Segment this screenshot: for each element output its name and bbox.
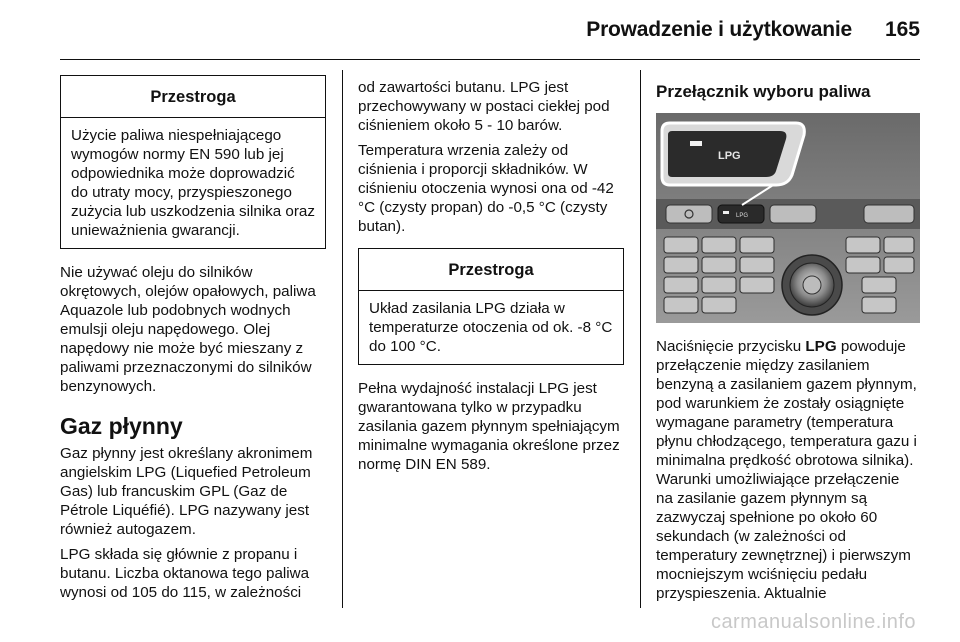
- paragraph: [656, 337, 920, 603]
- watermark: carmanualsonline.info: [710, 611, 916, 633]
- column-divider-1: [342, 70, 343, 608]
- caution-heading: Przestroga: [359, 249, 623, 291]
- lpg-switch-photo: [656, 113, 920, 323]
- photo-small-label: LPG: [736, 213, 749, 219]
- caution-heading: Przestroga: [61, 76, 325, 118]
- paragraph: od zawartości butanu. LPG jest przechowywany w postaci ciekłej pod ciśnieniem około 5 - 10 barów.: [358, 79, 610, 134]
- section-heading: Gaz płynny: [60, 413, 183, 439]
- paragraph: Nie używać oleju do silników okrętowych, olejów opałowych, paliwa Aquazole lub podobnych wodnych emulsji oleju napędowego. Olej napędowy nie może być mieszany z paliwami przeznaczonymi do silników benzynowych.: [60, 264, 316, 395]
- header-rule: [60, 59, 920, 60]
- column-2: [358, 75, 624, 480]
- caution-box: [358, 248, 624, 365]
- paragraph: LPG składa się głównie z propanu i butanu. Liczba oktanowa tego paliwa wynosi od 105 do 115, w zależności: [60, 546, 310, 601]
- lpg-button-name: LPG: [805, 338, 837, 355]
- column-3: [656, 75, 920, 609]
- text-run: Naciśnięcie przycisku: [656, 338, 806, 355]
- caution-box: [60, 75, 326, 249]
- paragraph: Pełna wydajność instalacji LPG jest gwarantowana tylko w przypadku zasilania gazem płynnym spełniającym minimalne wymagania określone przez normę DIN EN 589.: [358, 380, 620, 473]
- page-number: 165: [884, 18, 920, 41]
- paragraph: Temperatura wrzenia zależy od ciśnienia i proporcji składników. W ciśnieniu otoczenia wynosi ona od -42 °C (czysty propan) do -0,5 °C (czysty butan).: [358, 142, 614, 235]
- caution-text: Użycie paliwa niespełniającego wymogów normy EN 590 lub jej odpowiednika może doprowadzić do utraty mocy, przyspieszonego zużycia lub uszkodzenia silnika oraz unieważnienia gwarancji.: [71, 127, 315, 239]
- subsection-heading: Przełącznik wyboru paliwa: [656, 82, 871, 101]
- column-divider-2: [640, 70, 641, 608]
- page-header: [60, 14, 920, 44]
- paragraph: Gaz płynny jest określany akronimem angielskim LPG (Liquefied Petroleum Gas) lub francuskim GPL (Gaz de Pétrole Liquéfié). LPG nazywany jest również autogazem.: [60, 445, 313, 538]
- text-run: powoduje przełączenie między zasilaniem benzyną a zasilaniem gazem płynnym, pod warunkiem że zostały osiągnięte wymagane parametry (temperatura płynu chłodzącego, temperatura gazu i minimalna prędkość obrotowa silnika). Warunki umożliwiające przełączenie na zasilanie gazem płynnym są zazwyczaj spełnione po około 60 sekundach (w zależności od temperatury zewnętrznej) i pierwszym mocniejszym wciśnięciu pedału przyspieszenia. Aktualnie: [656, 338, 917, 602]
- photo-button-label: LPG: [718, 150, 741, 162]
- header-title: Prowadzenie i użytkowanie: [586, 18, 852, 41]
- column-1: [60, 75, 326, 608]
- caution-text: Układ zasilania LPG działa w temperaturze otoczenia od ok. -8 °C do 100 °C.: [369, 300, 613, 355]
